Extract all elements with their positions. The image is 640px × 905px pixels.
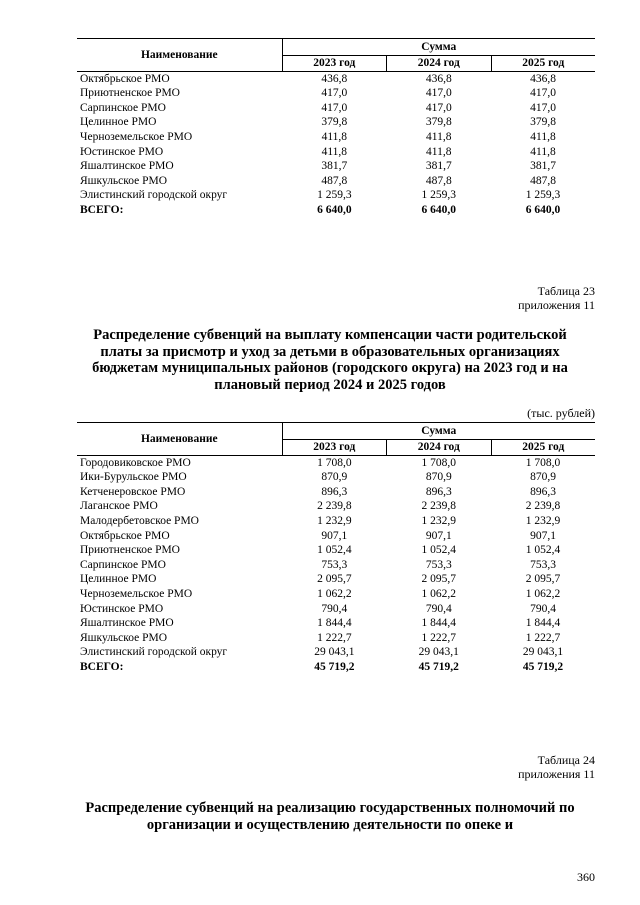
table-row (77, 174, 595, 189)
table-row (77, 616, 595, 631)
row-name: Приютненское РМО (80, 544, 180, 557)
row-value-2025: 1 708,0 (525, 456, 561, 469)
table-row (77, 71, 595, 86)
row-value-2023: 487,8 (321, 174, 348, 187)
table-row (77, 602, 595, 617)
row-value-2024: 379,8 (425, 116, 452, 129)
row-value-2025: 1 222,7 (525, 631, 561, 644)
row-value-2024: 753,3 (425, 558, 452, 571)
row-value-2024: 1 844,4 (421, 617, 457, 630)
header-year-2024: 2024 год (387, 440, 491, 456)
row-name: Сарпинское РМО (80, 558, 166, 571)
row-name: Ики-Бурульское РМО (80, 471, 187, 484)
row-value-2024: 487,8 (425, 174, 452, 187)
row-value-2024: 1 222,7 (421, 631, 457, 644)
row-value-2024: 45 719,2 (418, 660, 459, 673)
table-row (77, 455, 595, 470)
row-value-2023: 417,0 (321, 87, 348, 100)
row-value-2023: 417,0 (321, 101, 348, 114)
row-value-2025: 417,0 (530, 101, 556, 114)
row-value-2024: 790,4 (425, 602, 452, 615)
row-value-2023: 45 719,2 (314, 660, 355, 673)
table-row (77, 485, 595, 500)
row-value-2025: 45 719,2 (522, 660, 564, 673)
table-row (77, 145, 595, 160)
table-23-title: Распределение субвенций на выплату компенсации части родительской платы за присмотр и уход за детьми в образовательных организациях бюджетам муниципальных районов (городского округа) на 2023 год и на плановый период 2024 и 2025 годов (92, 327, 568, 393)
row-value-2025: 381,7 (530, 160, 556, 173)
row-value-2023: 1 844,4 (317, 617, 352, 630)
table-row (77, 188, 595, 203)
row-value-2025: 2 239,8 (525, 500, 561, 513)
row-value-2023: 896,3 (321, 485, 348, 498)
header-year-2024: 2024 год (387, 56, 491, 72)
row-value-2023: 1 222,7 (317, 631, 352, 644)
table-row (77, 499, 595, 514)
table-24-title: Распределение субвенций на реализацию государственных полномочий по организации и осуществлению деятельности по опеке и (85, 800, 575, 833)
row-value-2024: 411,8 (426, 130, 452, 143)
row-name: Черноземельское РМО (80, 130, 193, 143)
row-value-2023: 411,8 (321, 130, 348, 143)
row-value-2025: 1 259,3 (525, 189, 561, 202)
table-row (77, 470, 595, 485)
row-value-2024: 411,8 (426, 145, 452, 158)
row-value-2025: 1 052,4 (525, 544, 561, 557)
row-name: Октябрьское РМО (80, 529, 170, 542)
row-name: Малодербетовское РМО (80, 514, 199, 527)
header-name: Наименование (77, 39, 282, 72)
row-value-2024: 2 239,8 (421, 500, 457, 513)
header-sum: Сумма (282, 423, 595, 440)
row-value-2024: 896,3 (425, 485, 452, 498)
row-value-2023: 753,3 (321, 558, 348, 571)
row-value-2023: 381,7 (321, 160, 348, 173)
row-value-2024: 2 095,7 (421, 573, 457, 586)
row-value-2025: 907,1 (530, 529, 556, 542)
header-year-2023: 2023 год (282, 440, 386, 456)
row-value-2024: 6 640,0 (421, 203, 457, 216)
row-value-2023: 1 259,3 (317, 189, 352, 202)
header-year-2025: 2025 год (491, 440, 595, 456)
row-value-2024: 1 062,2 (421, 587, 457, 600)
table-number: Таблица 23 (537, 284, 595, 298)
row-value-2025: 870,9 (530, 471, 556, 484)
row-value-2025: 2 095,7 (525, 573, 561, 586)
row-value-2023: 870,9 (321, 471, 348, 484)
row-value-2025: 1 844,4 (525, 617, 561, 630)
row-value-2025: 790,4 (530, 602, 556, 615)
row-value-2023: 907,1 (321, 529, 348, 542)
row-value-2024: 907,1 (425, 529, 452, 542)
row-value-2024: 436,8 (425, 72, 452, 85)
table-row (77, 86, 595, 101)
row-name: Сарпинское РМО (80, 101, 166, 114)
row-name: ВСЕГО: (80, 660, 124, 673)
row-value-2025: 411,8 (530, 130, 556, 143)
row-value-2025: 436,8 (530, 72, 556, 85)
subsidy-table-continued (77, 38, 595, 218)
table-row (77, 101, 595, 116)
row-value-2025: 896,3 (530, 485, 556, 498)
row-name: ВСЕГО: (80, 203, 124, 216)
row-value-2024: 870,9 (425, 471, 452, 484)
row-value-2025: 379,8 (530, 116, 556, 129)
row-value-2024: 1 259,3 (421, 189, 457, 202)
row-value-2025: 1 232,9 (525, 514, 561, 527)
header-year-2025: 2025 год (491, 56, 595, 72)
row-value-2024: 381,7 (425, 160, 452, 173)
total-row (77, 660, 595, 675)
table-row (77, 631, 595, 646)
row-value-2023: 6 640,0 (317, 203, 352, 216)
row-name: Черноземельское РМО (80, 587, 193, 600)
row-value-2025: 753,3 (530, 558, 556, 571)
header-year-2023: 2023 год (282, 56, 386, 72)
row-name: Лаганское РМО (80, 500, 158, 513)
row-value-2025: 411,8 (530, 145, 556, 158)
row-name: Целинное РМО (80, 116, 157, 129)
row-value-2023: 436,8 (321, 72, 348, 85)
header-sum: Сумма (282, 39, 595, 56)
table-row (77, 572, 595, 587)
table-row (77, 529, 595, 544)
row-name: Октябрьское РМО (80, 72, 170, 85)
row-value-2024: 417,0 (425, 101, 452, 114)
table-row (77, 514, 595, 529)
table-row (77, 115, 595, 130)
row-value-2023: 1 708,0 (317, 456, 352, 469)
row-value-2023: 1 232,9 (317, 514, 352, 527)
row-value-2023: 1 062,2 (317, 587, 352, 600)
row-value-2023: 29 043,1 (314, 646, 355, 659)
row-name: Юстинское РМО (80, 602, 164, 615)
row-name: Кетченеровское РМО (80, 485, 186, 498)
row-value-2023: 1 052,4 (317, 544, 352, 557)
row-name: Целинное РМО (80, 573, 157, 586)
row-value-2025: 6 640,0 (525, 203, 561, 216)
row-name: Яшалтинское РМО (80, 160, 174, 173)
row-value-2024: 417,0 (425, 87, 452, 100)
row-value-2025: 29 043,1 (522, 646, 564, 659)
table-24-caption (518, 753, 595, 781)
row-value-2023: 411,8 (321, 145, 348, 158)
row-value-2023: 2 095,7 (317, 573, 352, 586)
row-value-2024: 1 708,0 (421, 456, 457, 469)
row-name: Приютненское РМО (80, 87, 180, 100)
row-name: Яшкульское РМО (80, 174, 168, 187)
subsidy-table-23 (77, 422, 595, 675)
row-name: Городовиковское РМО (80, 456, 191, 469)
appendix-ref: приложения 11 (518, 767, 595, 781)
row-name: Элистинский городской округ (80, 646, 228, 659)
table-number: Таблица 24 (537, 753, 595, 767)
table-row (77, 543, 595, 558)
total-row (77, 203, 595, 218)
row-value-2023: 2 239,8 (317, 500, 352, 513)
row-value-2023: 379,8 (321, 116, 348, 129)
table-row (77, 645, 595, 660)
row-value-2025: 1 062,2 (525, 587, 561, 600)
table-row (77, 130, 595, 145)
row-name: Яшалтинское РМО (80, 617, 174, 630)
appendix-ref: приложения 11 (518, 298, 595, 312)
table-row (77, 159, 595, 174)
table-row (77, 587, 595, 602)
row-value-2024: 1 052,4 (421, 544, 457, 557)
row-value-2024: 29 043,1 (418, 646, 459, 659)
table-row (77, 558, 595, 573)
row-value-2025: 417,0 (530, 87, 556, 100)
row-name: Юстинское РМО (80, 145, 164, 158)
page-number: 360 (577, 870, 595, 884)
row-value-2024: 1 232,9 (421, 514, 457, 527)
row-value-2023: 790,4 (321, 602, 348, 615)
row-name: Элистинский городской округ (80, 189, 228, 202)
header-name: Наименование (77, 423, 282, 456)
row-value-2025: 487,8 (530, 174, 556, 187)
table-23-caption (518, 284, 595, 312)
units-label: (тыс. рублей) (527, 406, 595, 420)
row-name: Яшкульское РМО (80, 631, 168, 644)
